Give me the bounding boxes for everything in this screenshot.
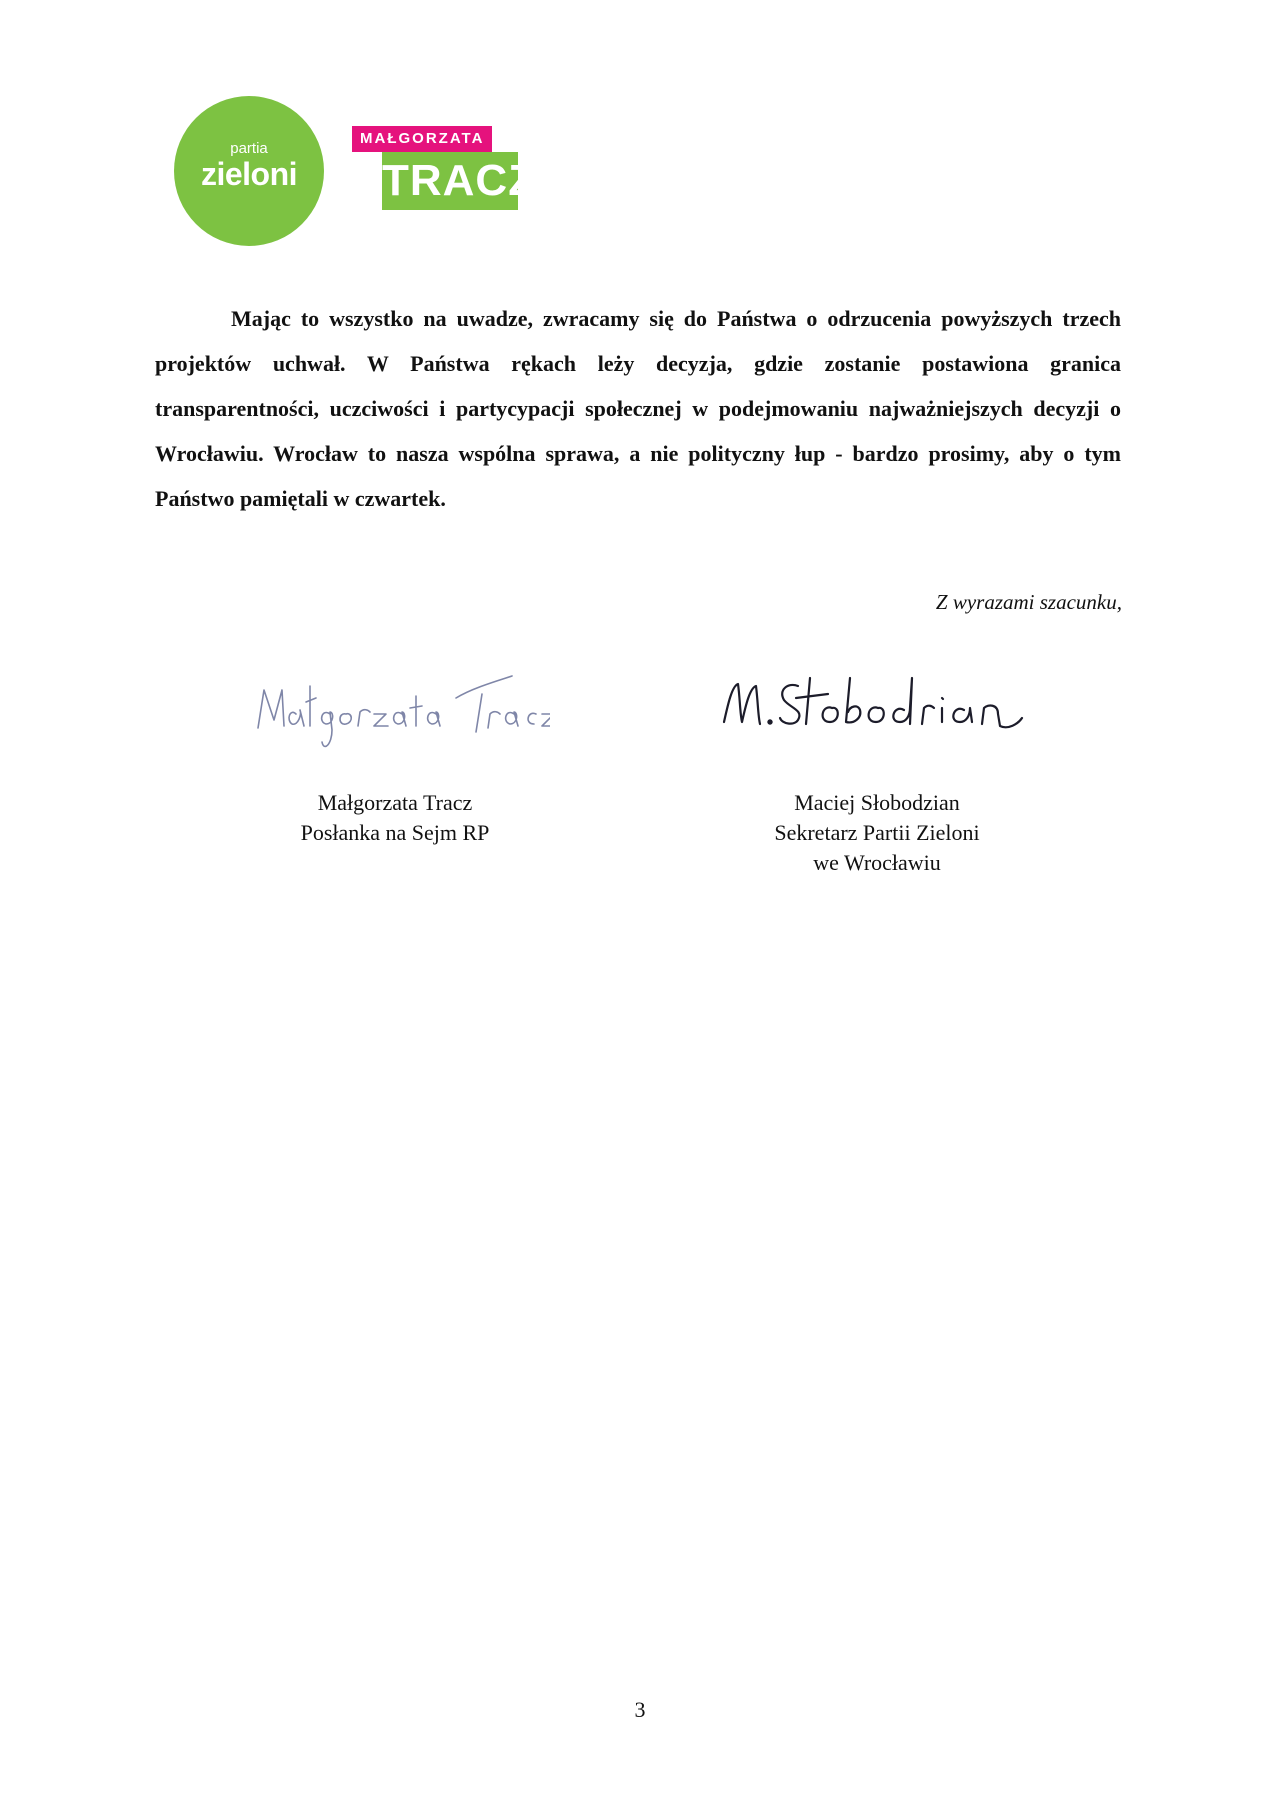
page-number: 3 [634,1697,646,1722]
signature-slobodzian-image [718,664,1028,754]
signer-slobodzian [697,788,1057,878]
signer-role-location: we Wrocławiu [813,850,941,875]
partia-zieloni-logo [174,96,324,246]
logo-partia-text: partia [230,140,268,157]
signer-role: Posłanka na Sejm RP [300,820,490,845]
signer-name: Małgorzata Tracz [317,790,473,815]
signer-tracz [215,788,575,848]
malgorzata-tracz-logo [352,126,537,212]
logo-last-name: TRACZ [382,152,518,210]
signer-role: Sekretarz Partii Zieloni [774,820,980,845]
signature-tracz-image [250,668,550,758]
logo-zieloni-text: zieloni [200,156,298,192]
body-paragraph: Mając to wszystko na uwadze, zwracamy się do Państwa o odrzucenia powyższych trzech projektów uchwał. W Państwa rękach leży decyzja, gdzie zostanie postawiona granica transparentności, uczciwości i partycypacji społecznej w podejmowaniu najważniejszych decyzji o Wrocławiu. Wrocław to nasza wspólna sprawa, a nie polityczny łup - bardzo prosimy, aby o tym Państwo pamiętali w czwartek. [155,306,1121,511]
closing-phrase: Z wyrazami szacunku, [935,590,1122,614]
signer-name: Maciej Słobodzian [794,790,960,815]
logo-first-name: MAŁGORZATA [352,126,492,152]
